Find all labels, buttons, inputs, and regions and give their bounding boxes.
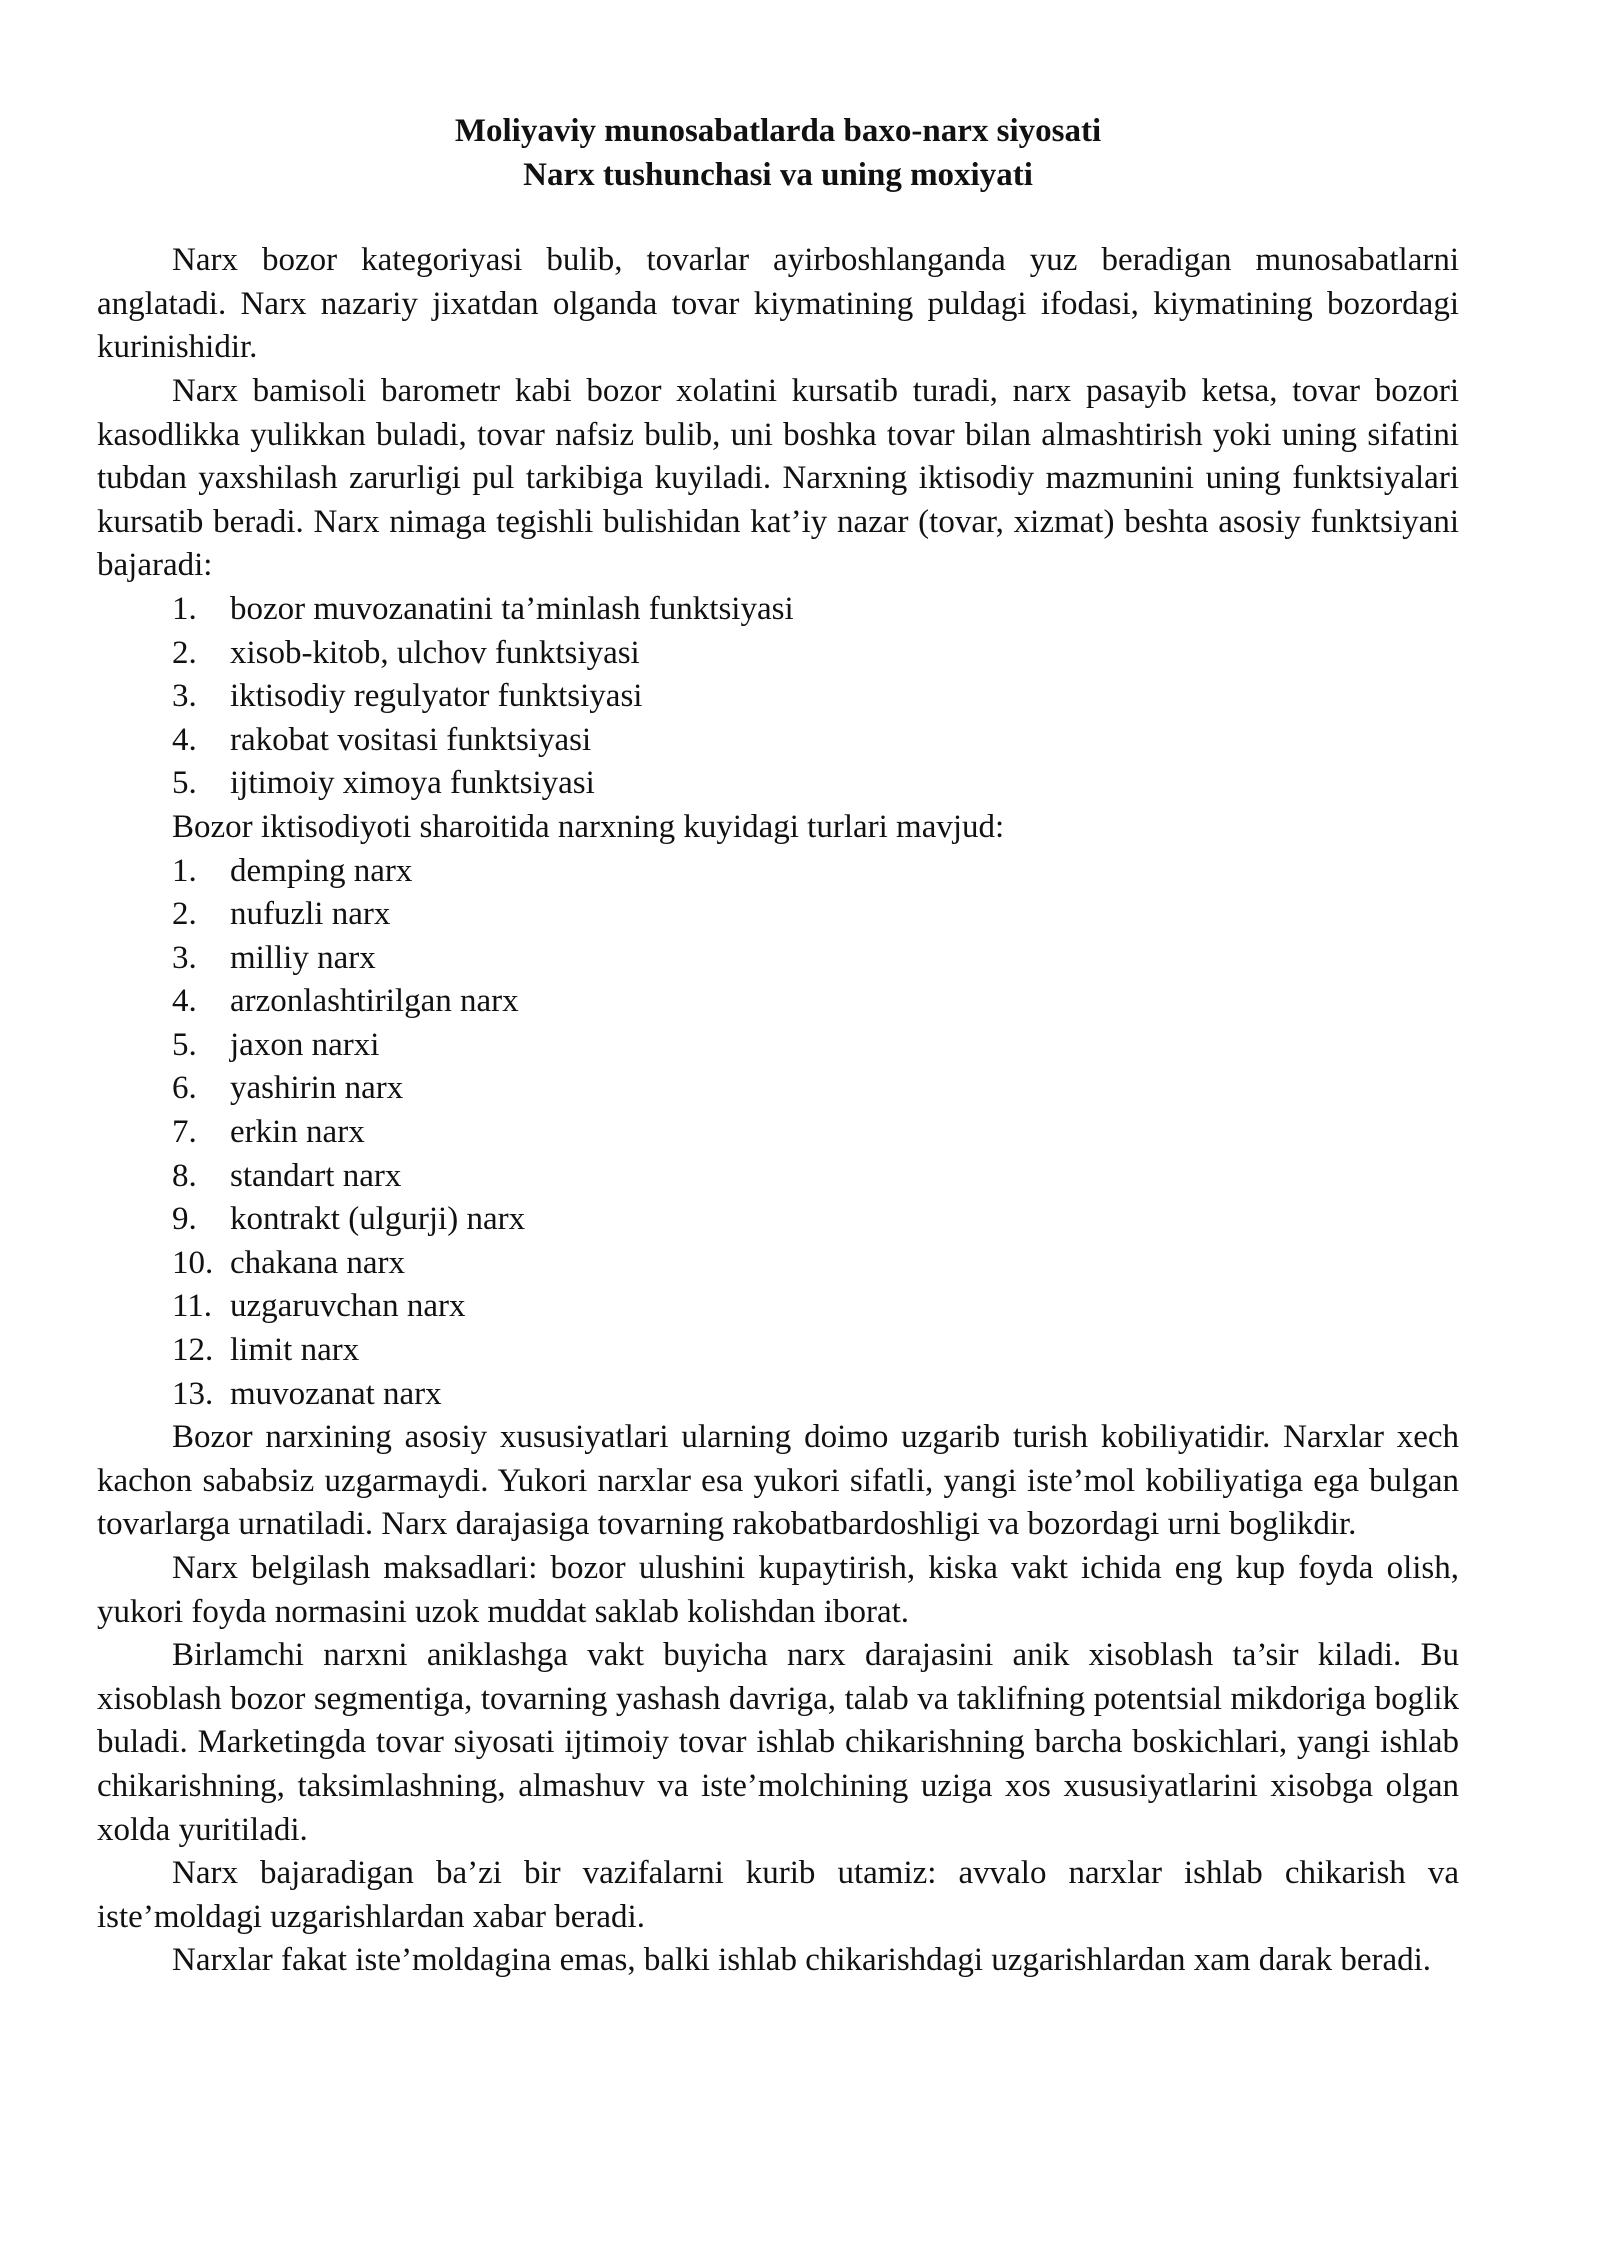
functions-list xyxy=(97,588,1459,806)
list-item-number: 6. xyxy=(172,1070,197,1107)
list-item-number: 1. xyxy=(172,590,197,627)
list-item-number: 5. xyxy=(172,765,197,802)
list-item xyxy=(97,1242,1459,1286)
list-item-text: erkin narx xyxy=(230,1114,365,1151)
list-item xyxy=(97,1067,1459,1111)
list-item-number: 4. xyxy=(172,983,197,1020)
list-item xyxy=(97,980,1459,1024)
list-item-text: xisob-kitob, ulchov funktsiyasi xyxy=(230,634,640,671)
list-item-number: 2. xyxy=(172,634,197,671)
list-item-text: standart narx xyxy=(230,1157,402,1194)
paragraph-7: Narx bajaradigan ba’zi bir vazifalarni kurib utamiz: avvalo narxlar ishlab chikarish va iste’moldagi uzgarishlardan xabar beradi. xyxy=(97,1855,1459,1935)
list-item xyxy=(97,1111,1459,1155)
list-item-text: arzonlashtirilgan narx xyxy=(230,983,519,1020)
list-item xyxy=(97,1329,1459,1373)
list-item xyxy=(97,1373,1459,1417)
list-item-text: limit narx xyxy=(230,1332,360,1369)
list-item-text: bozor muvozanatini ta’minlash funktsiyasi xyxy=(230,590,794,627)
list-item-number: 7. xyxy=(172,1114,197,1151)
list-item-text: muvozanat narx xyxy=(230,1375,442,1412)
list-item-text: demping narx xyxy=(230,852,413,889)
paragraph-4: Bozor narxining asosiy xususiyatlari ularning doimo uzgarib turish kobiliyatidir. Narxlar xech kachon sababsiz uzgarmaydi. Yukori narxlar esa yukori sifatli, yangi iste’mol kobiliyatiga ega bulgan tovarlarga urnatiladi. Narx darajasiga tovarning rakobatbardoshligi va bozordagi urni boglikdir. xyxy=(97,1419,1459,1543)
list-item-text: uzgaruvchan narx xyxy=(230,1288,466,1325)
list-item xyxy=(97,1198,1459,1242)
list-item xyxy=(97,1285,1459,1329)
list-item-number: 1. xyxy=(172,852,197,889)
list-item xyxy=(97,893,1459,937)
title-block xyxy=(97,110,1459,197)
list-item-number: 5. xyxy=(172,1026,197,1063)
list-item-text: ijtimoiy ximoya funktsiyasi xyxy=(230,765,595,802)
list-item-text: yashirin narx xyxy=(230,1070,404,1107)
list-item-text: rakobat vositasi funktsiyasi xyxy=(230,721,592,758)
list-item-text: iktisodiy regulyator funktsiyasi xyxy=(230,678,643,715)
price-types-list xyxy=(97,850,1459,1417)
list-item-text: nufuzli narx xyxy=(230,896,391,933)
list-item-number: 9. xyxy=(172,1201,197,1238)
list-item-number: 10. xyxy=(172,1244,214,1281)
list-item-number: 8. xyxy=(172,1157,197,1194)
list-item xyxy=(97,1155,1459,1199)
list-item-text: jaxon narxi xyxy=(230,1026,380,1063)
list-item-number: 2. xyxy=(172,896,197,933)
list-item xyxy=(97,675,1459,719)
paragraph-3: Bozor iktisodiyoti sharoitida narxning kuyidagi turlari mavjud: xyxy=(172,808,1005,845)
list-item xyxy=(97,588,1459,632)
list-item xyxy=(97,632,1459,676)
paragraph-1: Narx bozor kategoriyasi bulib, tovarlar ayirboshlanganda yuz beradigan munosabatlarni anglatadi. Narx nazariy jixatdan olganda tovar kiymatining puldagi ifodasi, kiymatining bozordagi kurinishidir. xyxy=(97,242,1459,366)
list-item xyxy=(97,850,1459,894)
list-item-number: 13. xyxy=(172,1375,214,1412)
document-subtitle: Narx tushunchasi va uning moxiyati xyxy=(523,156,1033,193)
document-page xyxy=(97,110,1459,1983)
list-item xyxy=(97,719,1459,763)
paragraph-6: Birlamchi narxni aniklashga vakt buyicha narx darajasini anik xisoblash ta’sir kiladi. Bu xisoblash bozor segmentiga, tovarning yashash davriga, talab va taklifning potentsial mikdoriga boglik buladi. Marketingda tovar siyosati ijtimoiy tovar ishlab chikarishning barcha boskichlari, yangi ishlab chikarishning, taksimlashning, almashuv va iste’molchining uziga xos xususiyatlarini xisobga olgan xolda yuritiladi. xyxy=(97,1637,1459,1848)
paragraph-5: Narx belgilash maksadlari: bozor ulushini kupaytirish, kiska vakt ichida eng kup foyda olish, yukori foyda normasini uzok muddat saklab kolishdan iborat. xyxy=(97,1550,1459,1630)
list-item-number: 12. xyxy=(172,1332,214,1369)
list-item xyxy=(97,762,1459,806)
list-item-number: 4. xyxy=(172,721,197,758)
list-item-number: 11. xyxy=(172,1288,213,1325)
document-title: Moliyaviy munosabatlarda baxo-narx siyosati xyxy=(454,113,1102,149)
list-item xyxy=(97,1024,1459,1068)
list-item xyxy=(97,937,1459,981)
list-item-text: kontrakt (ulgurji) narx xyxy=(230,1201,526,1238)
list-item-number: 3. xyxy=(172,678,197,715)
paragraph-2: Narx bamisoli barometr kabi bozor xolatini kursatib turadi, narx pasayib ketsa, tovar bozori kasodlikka yulikkan buladi, tovar nafsiz bulib, uni boshka tovar bilan almashtirish yoki uning sifatini tubdan yaxshilash zarurligi pul tarkibiga kuyiladi. Narxning iktisodiy mazmunini uning funktsiyalari kursatib beradi. Narx nimaga tegishli bulishidan kat’iy nazar (tovar, xizmat) beshta asosiy funktsiyani bajaradi: xyxy=(97,372,1459,584)
paragraph-8: Narxlar fakat iste’moldagina emas, balki ishlab chikarishdagi uzgarishlardan xam darak beradi. xyxy=(172,1942,1432,1979)
list-item-text: milliy narx xyxy=(230,939,376,976)
list-item-text: chakana narx xyxy=(230,1244,405,1281)
list-item-number: 3. xyxy=(172,939,197,976)
